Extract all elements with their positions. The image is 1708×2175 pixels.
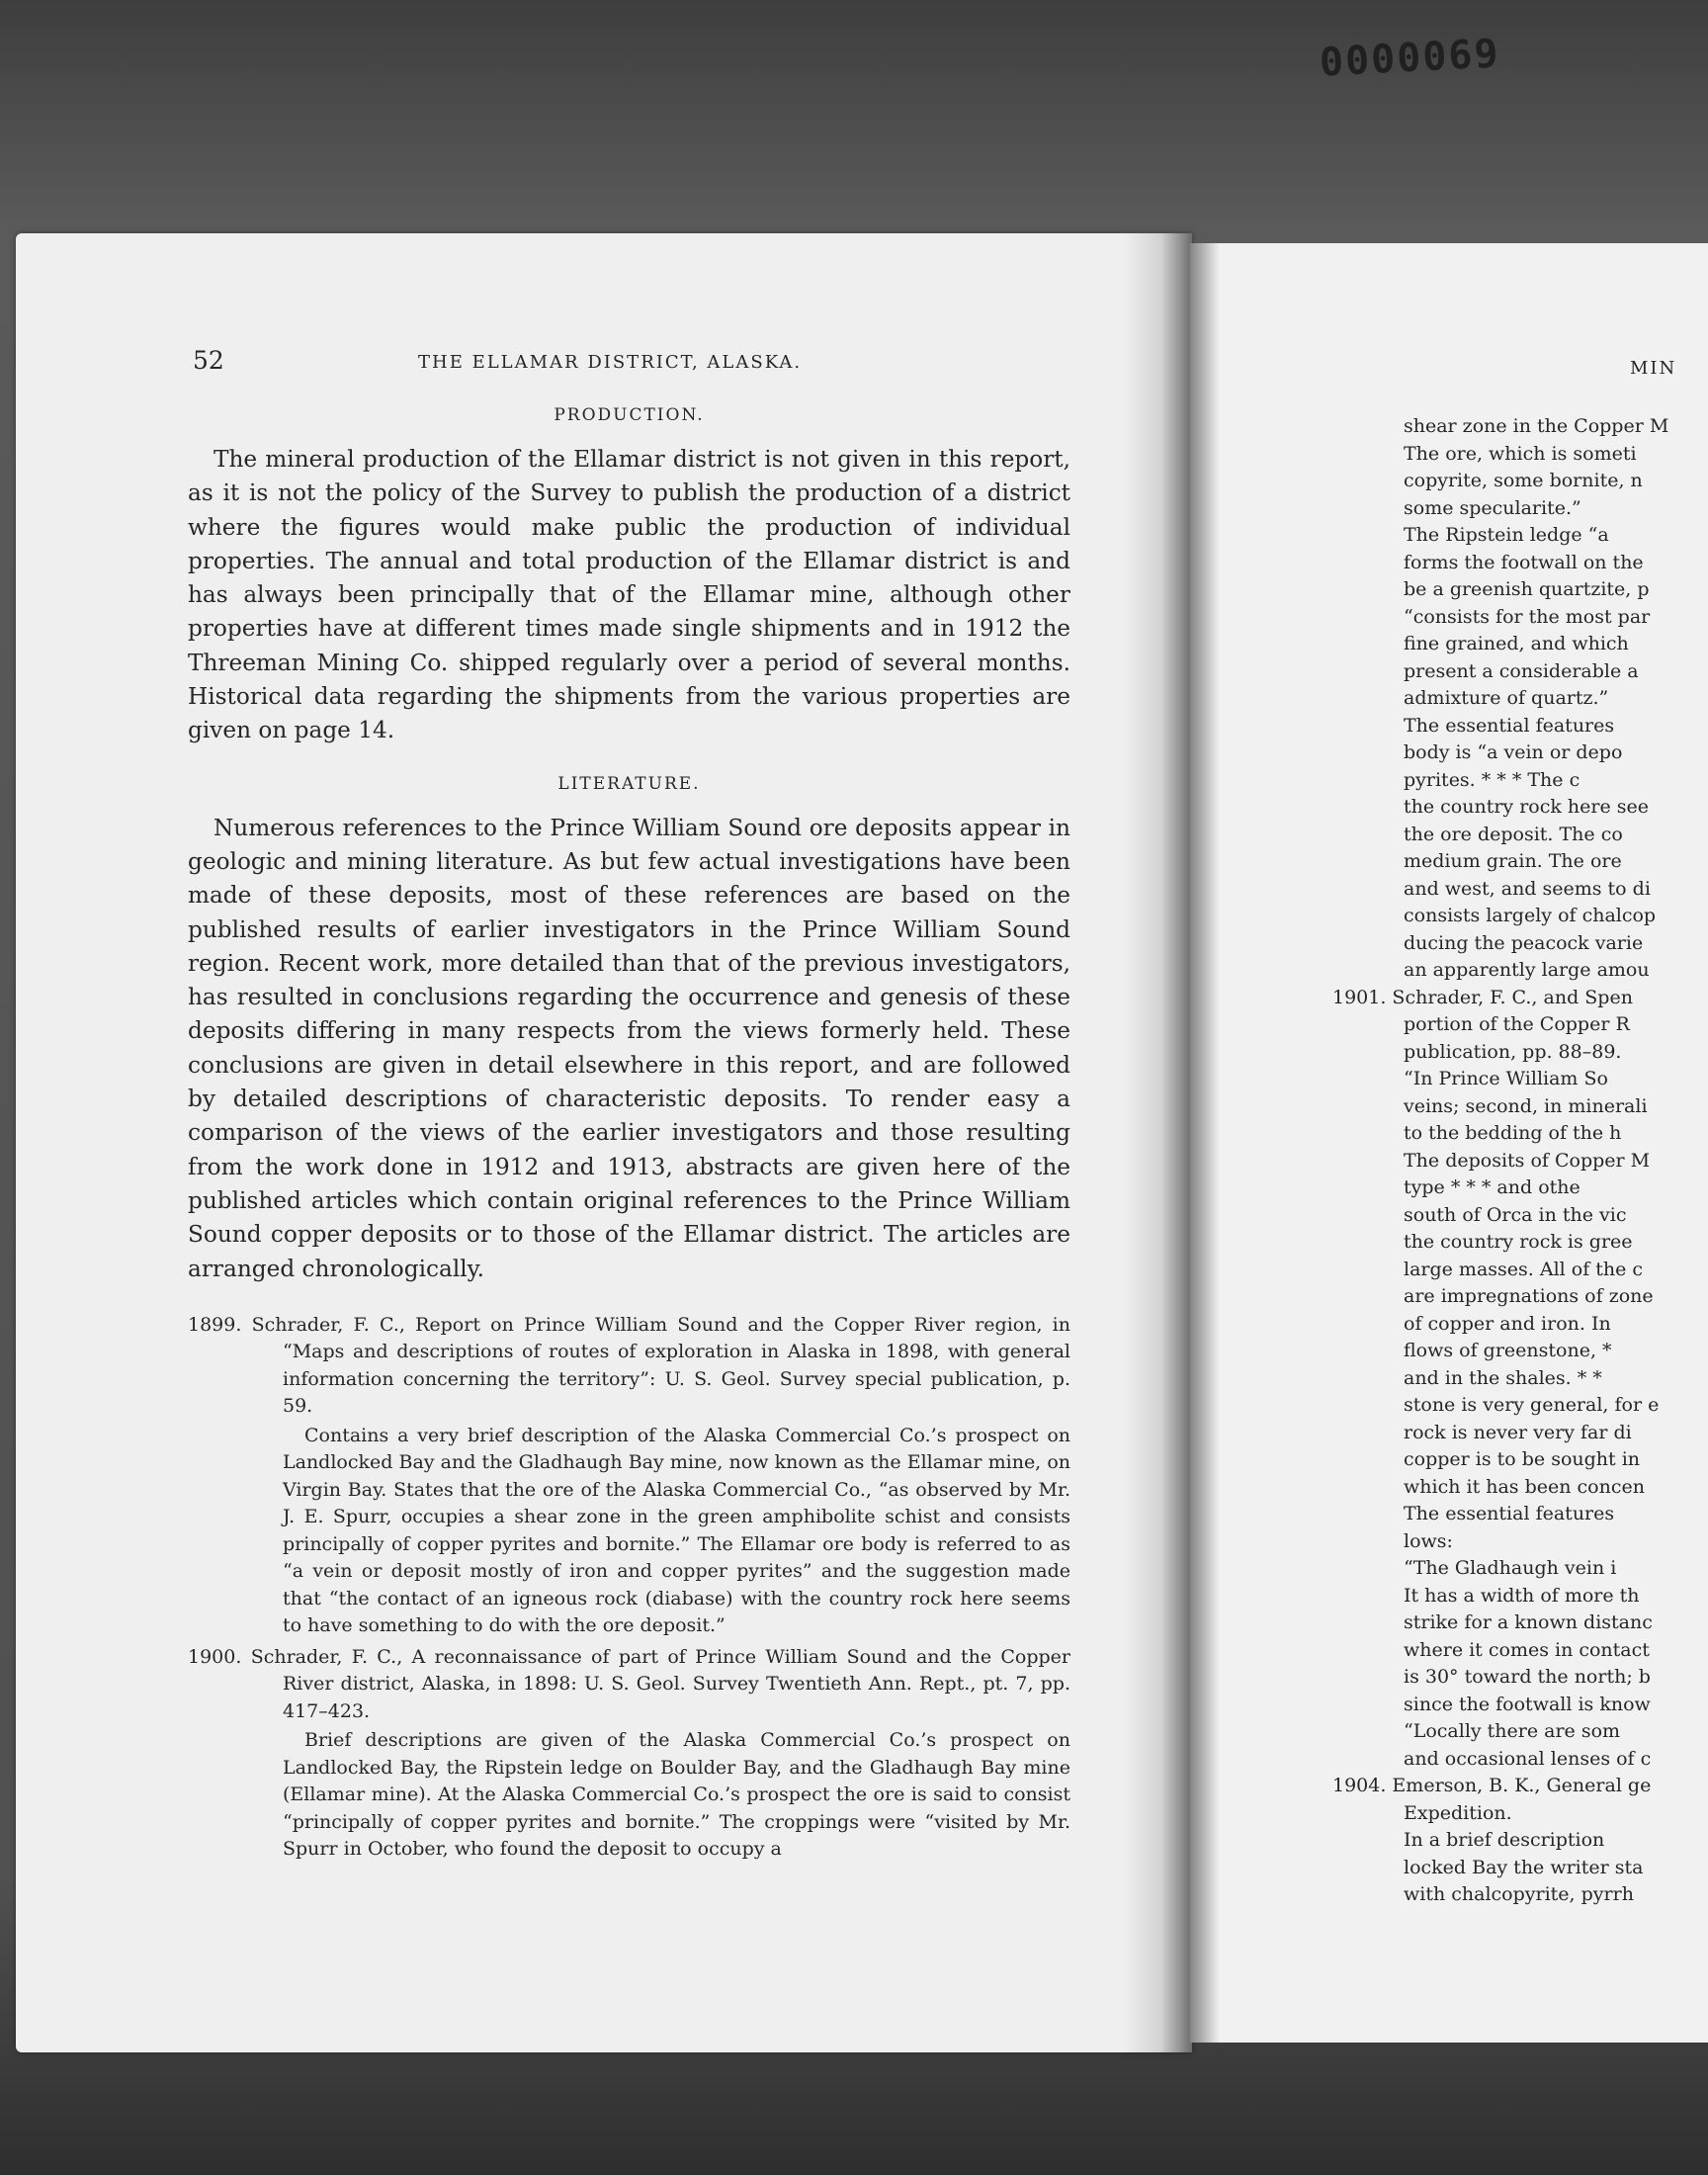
right-page-line: some specularite.” <box>1404 496 1581 519</box>
right-page-line: publication, pp. 88–89. <box>1404 1040 1622 1063</box>
right-page-line: copyrite, some bornite, n <box>1404 470 1643 491</box>
right-page-line: locked Bay the writer sta <box>1404 1856 1644 1878</box>
right-page-line: medium grain. The ore <box>1404 850 1622 872</box>
page-number: 52 <box>193 346 224 375</box>
right-page-line: large masses. All of the c <box>1404 1258 1644 1280</box>
reference-citation-text: Schrader, F. C., A reconnaissance of part of Prince William Sound and the Copper River district, Alaska, in 1898: U. S. Geol. Survey Twentieth Ann. Rept., pt. 7, pp. 417–423. <box>250 1645 1070 1722</box>
reference-citation <box>188 1644 1070 1726</box>
reference-citation <box>188 1312 1070 1421</box>
right-page-line: lows: <box>1404 1529 1453 1552</box>
right-page-line: the country rock here see <box>1404 796 1650 818</box>
right-page-line: be a greenish quartzite, p <box>1404 578 1650 600</box>
right-page-line: The essential features <box>1404 714 1615 737</box>
right-page-line: In a brief description <box>1404 1829 1605 1851</box>
reference-year: 1899. <box>188 1313 242 1336</box>
right-page-line: flows of greenstone, * <box>1404 1340 1612 1361</box>
right-page-line: consists largely of chalcop <box>1404 905 1657 926</box>
right-page-line: 1901. Schrader, F. C., and Spen <box>1332 986 1633 1008</box>
right-page-line: It has a width of more th <box>1404 1584 1640 1607</box>
right-page-line: “In Prince William So <box>1404 1068 1608 1089</box>
running-title: THE ELLAMAR DISTRICT, ALASKA. <box>418 352 803 373</box>
right-page-line: is 30° toward the north; b <box>1404 1666 1651 1688</box>
right-page-line: are impregnations of zone <box>1404 1285 1654 1307</box>
reference-summary: Brief descriptions are given of the Alaska Commercial Co.’s prospect on Landlocked Bay, the Ripstein ledge on Boulder Bay, and the Gladhaugh Bay mine (Ellamar mine). At the Alaska Commercial Co.’s prospect the ore is said to consist “principally of copper pyrites and bornite.” The croppings were “visited by Mr. Spurr in October, who found the deposit to occupy a <box>283 1729 1070 1861</box>
reference-summary: Contains a very brief description of the Alaska Commercial Co.’s prospect on Landlocked Bay and the Gladhaugh Bay mine, now known as the Ellamar mine, on Virgin Bay. States that the ore of the Alaska Commercial Co., “as observed by Mr. J. E. Spurr, occupies a shear zone in the green amphibolite schist and consists principally of copper pyrites and bornite.” The Ellamar ore body is referred to as “a vein or deposit mostly of iron and copper pyrites” and the suggestion made that “the contact of an igneous rock (diabase) with the country rock here seems to have something to do with the ore deposit.” <box>283 1424 1070 1637</box>
reference-1899 <box>188 1312 1070 1640</box>
right-page-line: since the footwall is know <box>1404 1693 1651 1715</box>
right-page-line: ducing the peacock varie <box>1404 931 1644 954</box>
right-page <box>1190 243 1708 2043</box>
right-page-text <box>1190 413 1708 1909</box>
right-page-line: admixture of quartz.” <box>1404 687 1609 709</box>
right-page-line: to the bedding of the h <box>1404 1122 1622 1144</box>
right-page-line: with chalcopyrite, pyrrh <box>1404 1883 1634 1905</box>
right-page-line: and in the shales. * * <box>1404 1366 1602 1389</box>
right-page-line: an apparently large amou <box>1404 959 1650 981</box>
right-page-line: “The Gladhaugh vein i <box>1404 1557 1617 1579</box>
book-gutter-shadow <box>1123 233 1192 2052</box>
right-page-line: present a considerable a <box>1404 659 1639 682</box>
reference-citation-text: Schrader, F. C., Report on Prince William Sound and the Copper River region, in “Maps and descriptions of routes of exploration in Alaska in 1898, with general information concerning the territory”: U. S. Geol. Survey special publication, p. 59. <box>251 1313 1070 1418</box>
right-page-line: pyrites. * * * The c <box>1404 768 1580 791</box>
right-page-line: the country rock is gree <box>1404 1231 1633 1253</box>
right-page-line: copper is to be sought in <box>1404 1448 1641 1470</box>
right-page-line: portion of the Copper R <box>1404 1013 1630 1035</box>
right-page-line: stone is very general, for e <box>1404 1394 1660 1416</box>
right-page-line: “consists for the most par <box>1404 605 1651 628</box>
reference-year: 1900. <box>188 1645 242 1668</box>
running-head <box>173 346 1080 382</box>
production-heading: PRODUCTION. <box>554 405 705 425</box>
right-page-line: the ore deposit. The co <box>1404 823 1623 845</box>
right-page-line: The essential features <box>1404 1503 1615 1524</box>
right-page-line: which it has been concen <box>1404 1475 1645 1498</box>
left-page-column <box>188 405 1070 1868</box>
right-page-line: forms the footwall on the <box>1404 551 1644 573</box>
right-page-line: “Locally there are som <box>1404 1720 1621 1742</box>
right-page-line: veins; second, in minerali <box>1404 1094 1648 1117</box>
literature-heading: LITERATURE. <box>557 773 701 794</box>
right-page-line: body is “a vein or depo <box>1404 741 1623 763</box>
right-page-line: rock is never very far di <box>1404 1421 1632 1443</box>
right-running-title: MIN <box>1630 358 1677 379</box>
right-page-line: Expedition. <box>1404 1801 1512 1824</box>
production-paragraph: The mineral production of the Ellamar district is not given in this report, as it is not the policy of the Survey to publish the production of a district where the figures would make public the production of individual properties. The annual and total production of the Ellamar district is and has always been principally that of the Ellamar mine, although other properties have at different times made single shipments and in 1912 the Threeman Mining Co. shipped regularly over a period of several months. Historical data regarding the shipments from the various properties are given on page 14. <box>188 446 1070 744</box>
page-stamp-number: 0000069 <box>1319 31 1502 86</box>
right-page-line: The Ripstein ledge “a <box>1404 524 1609 546</box>
right-page-line: The ore, which is someti <box>1404 442 1637 465</box>
right-page-line: type * * * and othe <box>1404 1176 1580 1198</box>
right-page-line: 1904. Emerson, B. K., General ge <box>1332 1775 1652 1796</box>
right-page-line: south of Orca in the vic <box>1404 1203 1627 1226</box>
right-page-line: where it comes in contact <box>1404 1638 1650 1661</box>
right-page-line: and occasional lenses of c <box>1404 1747 1652 1770</box>
reference-1900 <box>188 1644 1070 1864</box>
right-page-line: shear zone in the Copper M <box>1404 415 1669 437</box>
right-page-line: fine grained, and which <box>1404 633 1629 654</box>
right-page-line: strike for a known distanc <box>1404 1611 1653 1633</box>
right-page-line: and west, and seems to di <box>1404 877 1651 900</box>
literature-paragraph: Numerous references to the Prince William Sound ore deposits appear in geologic and mining literature. As but few actual investigations have been made of these deposits, most of these references are based on the published results of earlier investigators in the Prince William Sound region. Recent work, more detailed than that of the previous investigators, has resulted in conclusions regarding the occurrence and genesis of these deposits differing in many respects from the views formerly held. These conclusions are given in detail elsewhere in this report, and are followed by detailed descriptions of characteristic deposits. To render easy a comparison of the views of the earlier investigators and those resulting from the work done in 1912 and 1913, abstracts are given here of the published articles which contain original references to the Prince William Sound copper deposits or to those of the Ellamar district. The articles are arranged chronologically. <box>188 814 1070 1282</box>
right-page-line: of copper and iron. In <box>1404 1312 1611 1335</box>
right-page-line: The deposits of Copper M <box>1404 1149 1651 1172</box>
